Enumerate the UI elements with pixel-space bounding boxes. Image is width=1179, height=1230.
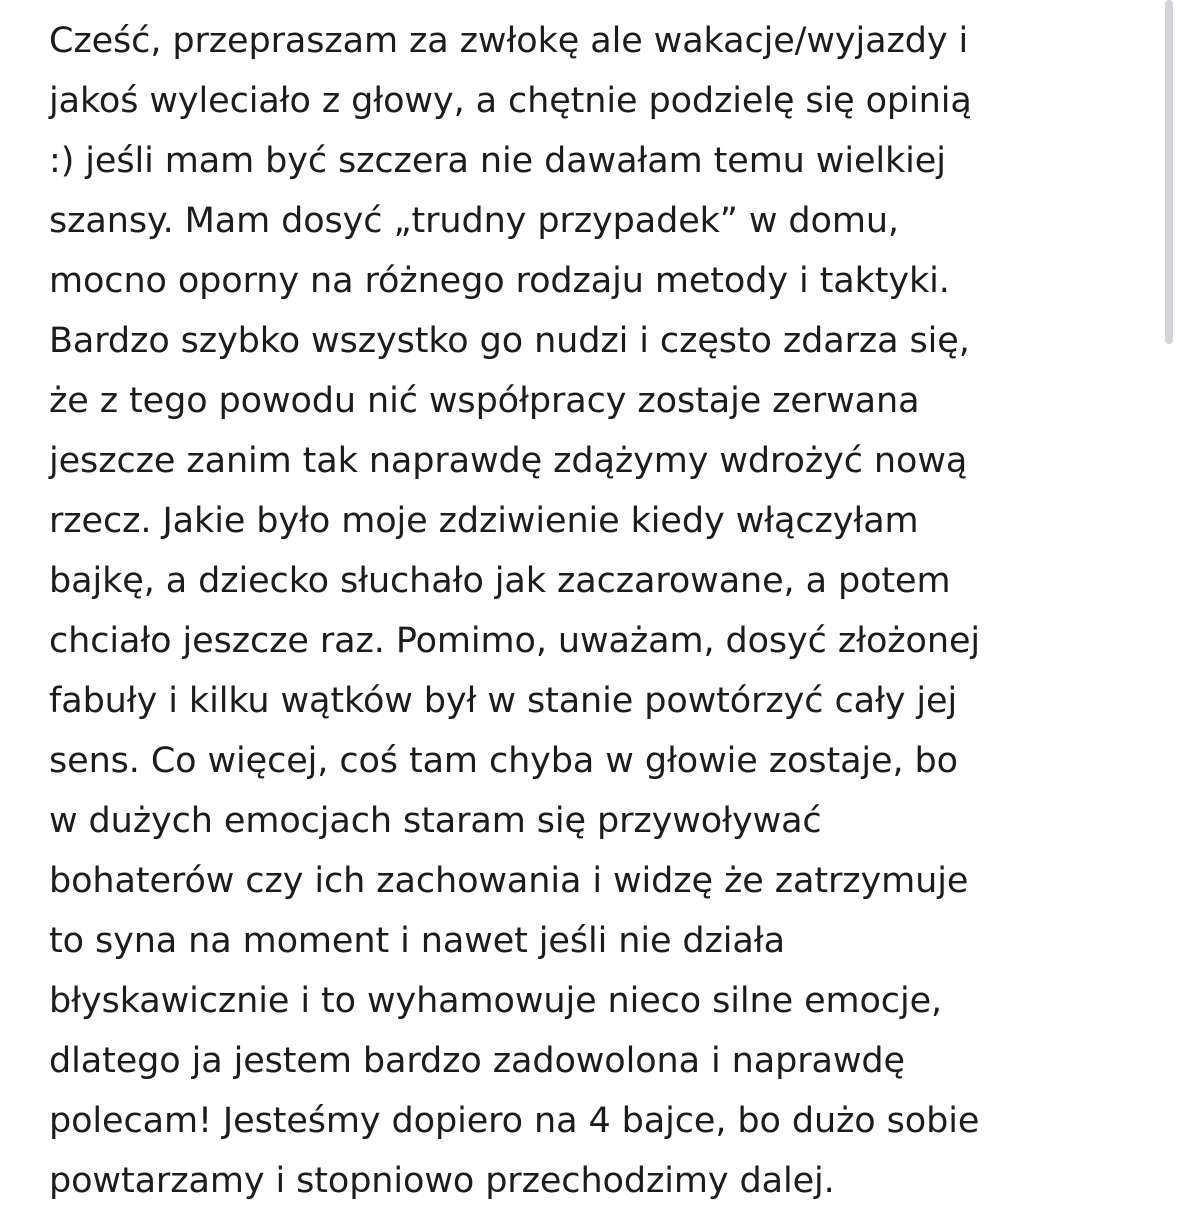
message-line: szansy. Mam dosyć „trudny przypadek” w domu,: [49, 201, 899, 241]
message-line: mocno oporny na różnego rodzaju metody i taktyki.: [49, 261, 950, 301]
message-text: [49, 11, 1159, 1211]
message-line: :) jeśli mam być szczera nie dawałam temu wielkiej: [49, 141, 946, 181]
message-line: błyskawicznie i to wyhamowuje nieco silne emocje,: [49, 981, 943, 1021]
message-line: rzecz. Jakie było moje zdziwienie kiedy włączyłam: [49, 501, 919, 541]
message-line: to syna na moment i nawet jeśli nie działa: [49, 921, 785, 961]
message-line: polecam! Jesteśmy dopiero na 4 bajce, bo dużo sobie: [49, 1101, 980, 1141]
message-line: sens. Co więcej, coś tam chyba w głowie zostaje, bo: [49, 741, 958, 781]
message-line: że z tego powodu nić współpracy zostaje zerwana: [49, 381, 920, 421]
message-line: dlatego ja jestem bardzo zadowolona i naprawdę: [49, 1041, 905, 1081]
message-line: fabuły i kilku wątków był w stanie powtórzyć cały jej: [49, 681, 958, 721]
message-line: powtarzamy i stopniowo przechodzimy dalej.: [49, 1161, 835, 1201]
message-line: Bardzo szybko wszystko go nudzi i często zdarza się,: [49, 321, 970, 361]
message-line: chciało jeszcze raz. Pomimo, uważam, dosyć złożonej: [49, 621, 980, 661]
message-line: jakoś wyleciało z głowy, a chętnie podzielę się opinią: [49, 81, 972, 121]
message-line: bohaterów czy ich zachowania i widzę że zatrzymuje: [49, 861, 969, 901]
vertical-scrollbar[interactable]: [1165, 0, 1173, 1230]
message-line: jeszcze zanim tak naprawdę zdążymy wdrożyć nową: [49, 441, 968, 481]
message-line: bajkę, a dziecko słuchało jak zaczarowane, a potem: [49, 561, 951, 601]
message-line: w dużych emocjach staram się przywoływać: [49, 801, 822, 841]
scrollbar-thumb[interactable]: [1165, 0, 1173, 344]
message-line: Cześć, przepraszam za zwłokę ale wakacje/wyjazdy i: [49, 21, 969, 61]
